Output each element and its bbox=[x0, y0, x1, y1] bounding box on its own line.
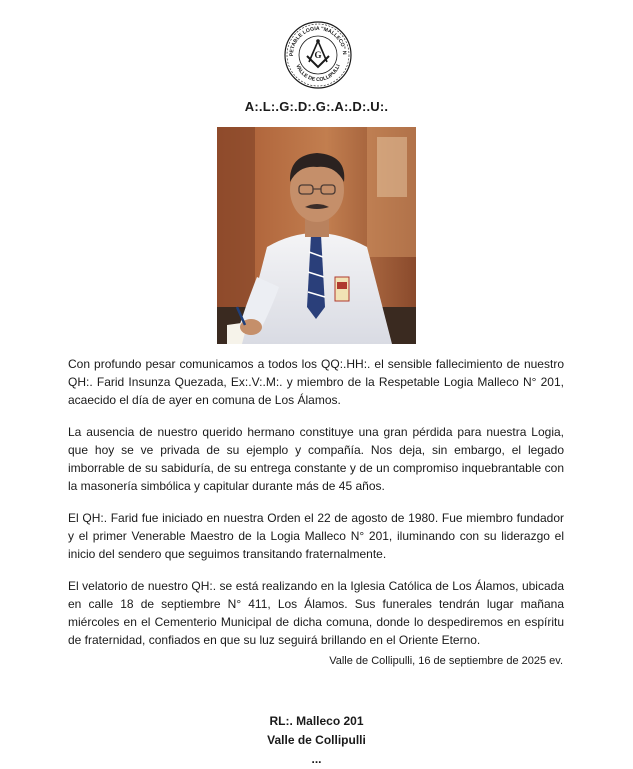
paragraph: El QH:. Farid fue iniciado en nuestra Orden el 22 de agosto de 1980. Fue miembro fundador y el primer Venerable Maestro de la Logia Malleco N° 201, iluminando con su liderazgo el inicio del sendero que seguimos transitando fraternalmente. bbox=[68, 511, 564, 561]
place-and-date: Valle de Collipulli, 16 de septiembre de 2025 ev. bbox=[329, 655, 563, 667]
paragraph: Con profundo pesar comunicamos a todos los QQ:.HH:. el sensible fallecimiento de nuestro QH:. Farid Insunza Quezada, Ex:.V:.M:. y miembro de la Respetable Logia Malleco N° 201, acaecido el día de ayer en comuna de Los Álamos. bbox=[68, 357, 564, 407]
signature-block bbox=[0, 712, 633, 769]
paragraph: La ausencia de nuestro querido hermano constituye una gran pérdida para nuestra Logia, que hoy se ve privada de su ejemplo y compañía. Nos deja, sin embargo, el legado imborrable de su sabiduría, de su entrega constante y de un compromiso inquebrantable con la masonería simbólica y capitular durante más de 45 años. bbox=[68, 425, 564, 493]
signature-valley: Valle de Collipulli bbox=[267, 733, 366, 747]
lodge-seal bbox=[283, 20, 353, 90]
signature-ellipsis: ... bbox=[311, 752, 322, 766]
signature-lodge: RL:. Malleco 201 bbox=[269, 714, 364, 728]
document-header: A:.L:.G:.D:.G:.A:.D:.U:. bbox=[244, 99, 389, 114]
seal-ring-text: PETABLE LOGIA "MALLECO" N bbox=[288, 25, 348, 57]
paragraph: El velatorio de nuestro QH:. se está realizando en la Iglesia Católica de Los Álamos, ubicada en calle 18 de septiembre N° 411, Los Álamos. Sus funerales tendrán lugar mañana miércoles en el Cementerio Municipal de dicha comuna, donde lo despediremos en espíritu de fraternidad, confiados en que su luz seguirá brillando en el Oriente Eterno. bbox=[68, 579, 564, 647]
portrait-photo bbox=[217, 127, 416, 344]
seal-letter: G bbox=[314, 50, 322, 60]
portrait-illustration bbox=[217, 127, 416, 344]
seal-bottom-text: VALLE DE COLLIPULLI bbox=[294, 63, 342, 84]
announcement-body bbox=[68, 355, 564, 663]
square-and-compass-icon bbox=[283, 20, 353, 90]
